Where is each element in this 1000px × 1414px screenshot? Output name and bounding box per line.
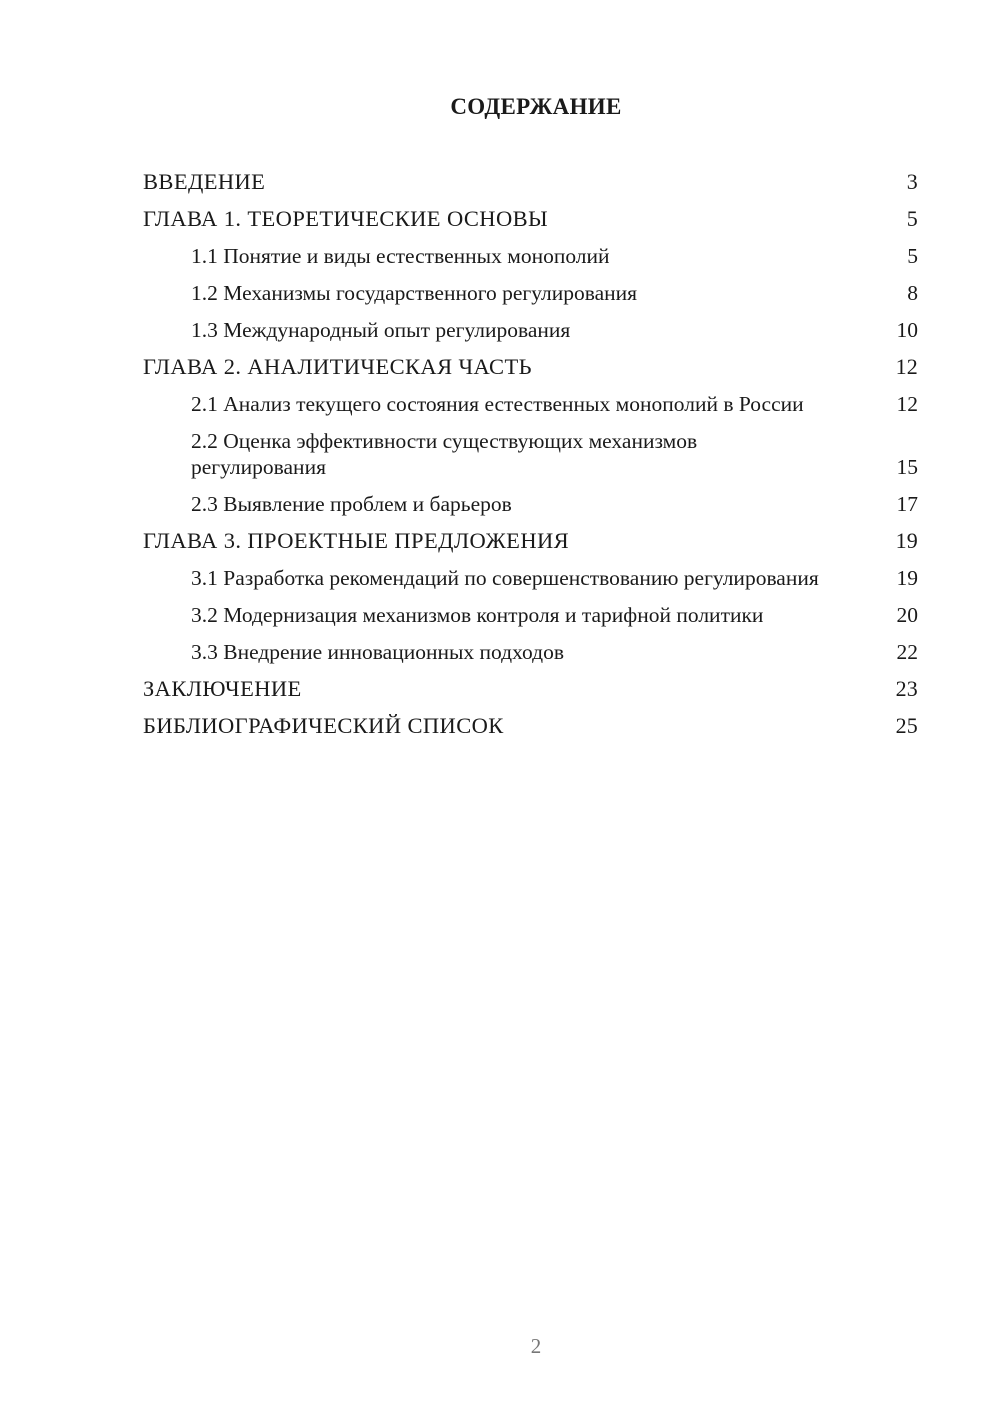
toc-entry-bibliography[interactable] bbox=[143, 713, 918, 739]
toc-entry-conclusion[interactable] bbox=[143, 676, 918, 702]
toc-entry-page: 23 bbox=[895, 676, 918, 701]
toc-entry-label: 3.3 Внедрение инновационных подходов bbox=[191, 640, 565, 664]
toc-entry-section-3-2[interactable] bbox=[143, 602, 918, 628]
toc-entry-label: БИБЛИОГРАФИЧЕСКИЙ СПИСОК bbox=[143, 713, 504, 738]
toc-entry-label: ГЛАВА 1. ТЕОРЕТИЧЕСКИЕ ОСНОВЫ bbox=[143, 206, 549, 231]
page-number: 2 bbox=[530, 1334, 542, 1358]
toc-entry-section-1-2[interactable] bbox=[143, 280, 918, 306]
toc-entry-label: 2.2 Оценка эффективности существующих механизмов регулирования bbox=[191, 429, 698, 479]
toc-entry-label: ГЛАВА 3. ПРОЕКТНЫЕ ПРЕДЛОЖЕНИЯ bbox=[143, 528, 570, 553]
toc-entry-page: 5 bbox=[907, 244, 918, 268]
toc-entry-page: 12 bbox=[895, 354, 918, 379]
toc-entry-section-2-3[interactable] bbox=[143, 491, 918, 517]
toc-entry-section-1-3[interactable] bbox=[143, 317, 918, 343]
toc-entry-introduction[interactable] bbox=[143, 169, 918, 195]
toc-entry-page: 19 bbox=[895, 528, 918, 553]
toc-entry-page: 3 bbox=[906, 169, 918, 194]
toc-entry-section-3-3[interactable] bbox=[143, 639, 918, 665]
toc-entry-label: 2.1 Анализ текущего состояния естественных монополий в России bbox=[191, 392, 804, 416]
toc-entry-page: 15 bbox=[896, 455, 918, 479]
toc-entry-page: 25 bbox=[895, 713, 918, 738]
toc-entry-section-2-2[interactable] bbox=[143, 428, 918, 480]
toc-entry-page: 19 bbox=[896, 566, 918, 590]
toc-entry-label: 1.3 Международный опыт регулирования bbox=[191, 318, 571, 342]
toc-entry-page: 20 bbox=[896, 603, 918, 627]
toc-entry-label: 1.2 Механизмы государственного регулирования bbox=[191, 281, 638, 305]
toc-entry-label: 2.3 Выявление проблем и барьеров bbox=[191, 492, 512, 516]
toc-entry-label: ГЛАВА 2. АНАЛИТИЧЕСКАЯ ЧАСТЬ bbox=[143, 354, 532, 379]
toc-entry-section-3-1[interactable] bbox=[143, 565, 918, 591]
page-title: СОДЕРЖАНИЕ bbox=[450, 94, 622, 119]
toc-entry-page: 17 bbox=[896, 492, 918, 516]
toc-entry-label: 1.1 Понятие и виды естественных монополий bbox=[191, 244, 610, 268]
toc-entry-page: 8 bbox=[907, 281, 918, 305]
toc-entry-section-1-1[interactable] bbox=[143, 243, 918, 269]
toc-entry-label: ВВЕДЕНИЕ bbox=[143, 169, 266, 194]
toc-entry-page: 5 bbox=[906, 206, 918, 231]
toc-entry-chapter-2[interactable] bbox=[143, 354, 918, 380]
toc-entry-section-2-1[interactable] bbox=[143, 391, 918, 417]
toc-entry-chapter-1[interactable] bbox=[143, 206, 918, 232]
toc-entry-label: ЗАКЛЮЧЕНИЕ bbox=[143, 676, 302, 701]
toc-entry-page: 22 bbox=[896, 640, 918, 664]
toc-entry-page: 12 bbox=[896, 392, 918, 416]
toc-entry-page: 10 bbox=[896, 318, 918, 342]
toc-entry-label: 3.2 Модернизация механизмов контроля и тарифной политики bbox=[191, 603, 764, 627]
table-of-contents bbox=[143, 169, 918, 750]
toc-entry-chapter-3[interactable] bbox=[143, 528, 918, 554]
toc-entry-label: 3.1 Разработка рекомендаций по совершенствованию регулирования bbox=[191, 566, 819, 590]
